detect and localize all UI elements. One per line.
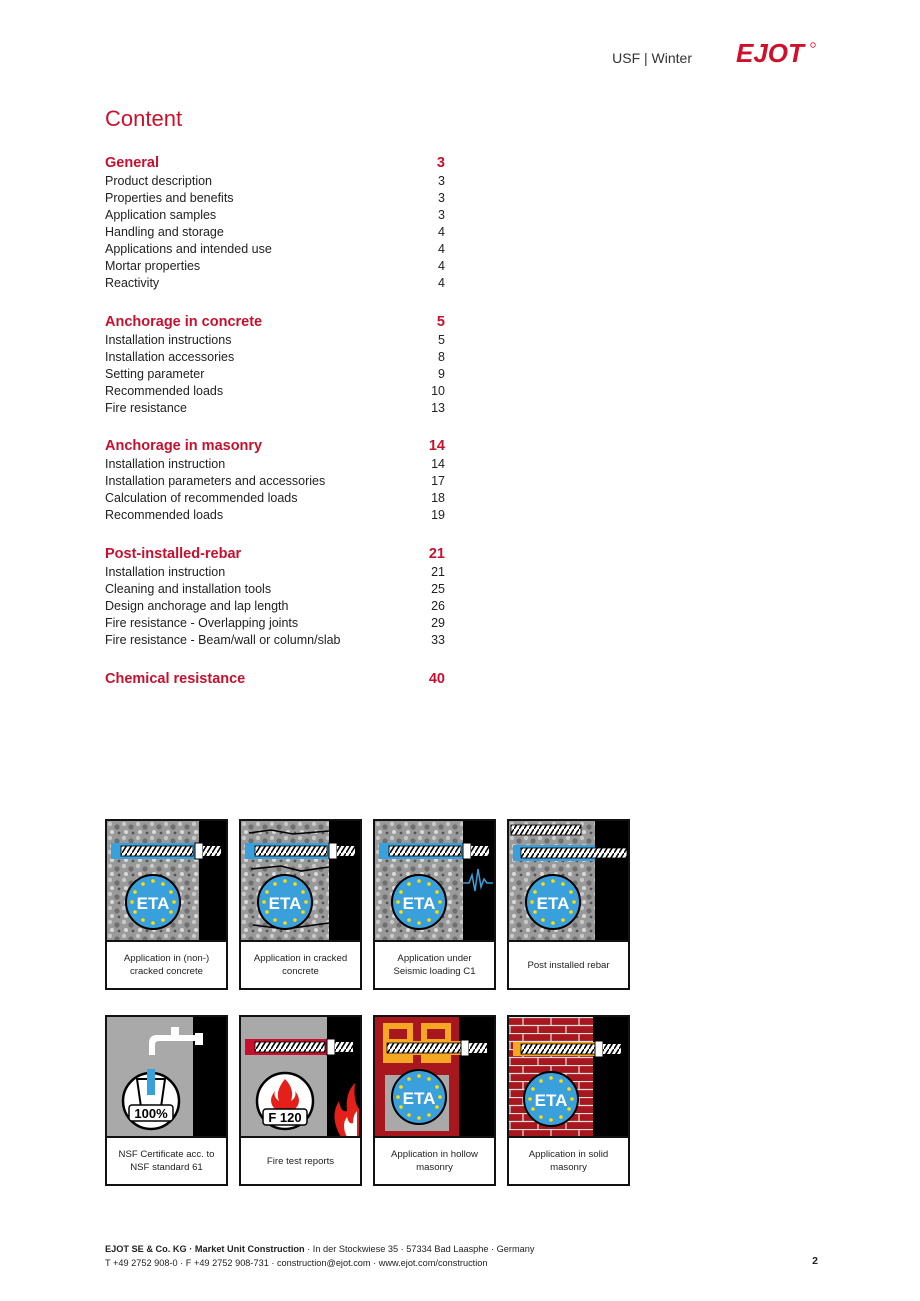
ejot-logo bbox=[736, 40, 816, 66]
toc-entry-label: Installation instructions bbox=[105, 333, 232, 347]
page-number: 2 bbox=[812, 1255, 818, 1267]
toc-section-general bbox=[105, 154, 445, 292]
toc-entry-label: Properties and benefits bbox=[105, 191, 234, 205]
toc-entry-page: 18 bbox=[431, 491, 445, 505]
toc-heading-title: Anchorage in concrete bbox=[105, 314, 263, 330]
icon-tile-rebar bbox=[507, 819, 630, 990]
toc-entry-label: Recommended loads bbox=[105, 384, 224, 398]
icon-tile-hollow-masonry bbox=[373, 1015, 496, 1186]
toc-section-heading[interactable] bbox=[105, 313, 445, 332]
svg-text:F 120: F 120 bbox=[268, 1110, 302, 1125]
toc-entry[interactable] bbox=[105, 275, 445, 292]
toc-entry-page: 33 bbox=[431, 633, 445, 647]
footer-unit: Market Unit Construction bbox=[194, 1244, 305, 1254]
svg-text:ETA: ETA bbox=[136, 894, 170, 913]
post-installed-rebar-icon bbox=[509, 821, 628, 941]
toc-heading-page: 3 bbox=[436, 155, 445, 171]
toc-heading-title: Chemical resistance bbox=[105, 671, 246, 687]
table-of-contents bbox=[105, 154, 445, 710]
footer-address: In der Stockwiese 35 · 57334 Bad Laasphe · Germany bbox=[312, 1244, 535, 1254]
toc-entry-label: Installation accessories bbox=[105, 350, 235, 364]
toc-entry-page: 4 bbox=[438, 225, 445, 239]
toc-entry-label: Cleaning and installation tools bbox=[105, 582, 272, 596]
toc-entry-page: 17 bbox=[431, 474, 445, 488]
toc-entry[interactable] bbox=[105, 400, 445, 417]
toc-entry-label: Product description bbox=[105, 174, 213, 188]
svg-text:ETA: ETA bbox=[402, 1089, 436, 1108]
toc-heading-title: Anchorage in masonry bbox=[105, 438, 263, 454]
toc-section-heading[interactable] bbox=[105, 670, 445, 689]
toc-entry-label: Application samples bbox=[105, 208, 217, 222]
toc-entry-label: Mortar properties bbox=[105, 259, 201, 273]
toc-heading-title: General bbox=[105, 155, 159, 171]
icon-caption: Application under Seismic loading C1 bbox=[375, 940, 494, 988]
toc-entry[interactable] bbox=[105, 507, 445, 524]
toc-heading-page: 40 bbox=[428, 671, 445, 687]
svg-text:100%: 100% bbox=[134, 1106, 168, 1121]
icon-tile-cracked-concrete bbox=[239, 819, 362, 990]
toc-entry-label: Recommended loads bbox=[105, 508, 224, 522]
toc-entry-page: 9 bbox=[438, 367, 445, 381]
toc-section-heading[interactable] bbox=[105, 437, 445, 456]
toc-entry-page: 10 bbox=[431, 384, 445, 398]
toc-entry[interactable] bbox=[105, 383, 445, 400]
toc-entry-label: Design anchorage and lap length bbox=[105, 599, 289, 613]
icon-caption: Application in cracked concrete bbox=[241, 940, 360, 988]
toc-section-concrete bbox=[105, 313, 445, 417]
toc-entry[interactable] bbox=[105, 173, 445, 190]
toc-section-heading[interactable] bbox=[105, 545, 445, 564]
toc-section-rebar bbox=[105, 545, 445, 649]
toc-entry-page: 3 bbox=[438, 191, 445, 205]
toc-entry-page: 4 bbox=[438, 259, 445, 273]
page-title: Content bbox=[105, 106, 183, 131]
icon-caption: Fire test reports bbox=[241, 1136, 360, 1184]
toc-entry[interactable] bbox=[105, 490, 445, 507]
icon-caption: Application in hollow masonry bbox=[375, 1136, 494, 1184]
toc-entry[interactable] bbox=[105, 258, 445, 275]
toc-entry-page: 4 bbox=[438, 242, 445, 256]
toc-entry[interactable] bbox=[105, 564, 445, 581]
toc-entry-page: 4 bbox=[438, 276, 445, 290]
toc-entry-label: Installation instruction bbox=[105, 565, 226, 579]
toc-heading-title: Post-installed-rebar bbox=[105, 546, 242, 562]
toc-heading-page: 14 bbox=[428, 438, 445, 454]
toc-entry[interactable] bbox=[105, 207, 445, 224]
toc-entry-page: 3 bbox=[438, 174, 445, 188]
toc-entry[interactable] bbox=[105, 581, 445, 598]
seismic-loading-icon bbox=[375, 821, 494, 941]
toc-entry-page: 29 bbox=[431, 616, 445, 630]
toc-section-chemical bbox=[105, 670, 445, 689]
footer-line-1: EJOT SE & Co. KG · Market Unit Construction · In der Stockwiese 35 · 57334 Bad Laasphe · Germany bbox=[105, 1244, 535, 1254]
svg-text:ETA: ETA bbox=[536, 894, 570, 913]
solid-masonry-icon bbox=[509, 1017, 628, 1137]
toc-entry-label: Setting parameter bbox=[105, 367, 205, 381]
toc-entry-page: 8 bbox=[438, 350, 445, 364]
toc-entry-label: Installation parameters and accessories bbox=[105, 474, 326, 488]
toc-entry-page: 5 bbox=[438, 333, 445, 347]
toc-entry[interactable] bbox=[105, 349, 445, 366]
toc-entry[interactable] bbox=[105, 456, 445, 473]
fire-resistance-icon bbox=[241, 1017, 360, 1137]
toc-entry[interactable] bbox=[105, 473, 445, 490]
header-title: USF | Winter bbox=[612, 50, 692, 66]
footer bbox=[105, 1242, 534, 1270]
toc-entry[interactable] bbox=[105, 241, 445, 258]
toc-entry[interactable] bbox=[105, 190, 445, 207]
svg-text:ETA: ETA bbox=[268, 894, 302, 913]
footer-company: EJOT SE & Co. KG bbox=[105, 1244, 187, 1254]
toc-entry-label: Fire resistance bbox=[105, 401, 187, 415]
cracked-concrete-icon bbox=[241, 821, 360, 941]
toc-entry-label: Installation instruction bbox=[105, 457, 226, 471]
toc-entry-label: Handling and storage bbox=[105, 225, 224, 239]
toc-entry-page: 19 bbox=[431, 508, 445, 522]
icon-tile-noncracked-concrete bbox=[105, 819, 228, 990]
toc-entry-label: Fire resistance - Beam/wall or column/slab bbox=[105, 633, 341, 647]
toc-entry[interactable] bbox=[105, 366, 445, 383]
icon-tile-nsf bbox=[105, 1015, 228, 1186]
toc-entry-label: Calculation of recommended loads bbox=[105, 491, 298, 505]
icon-tile-fire bbox=[239, 1015, 362, 1186]
noncracked-concrete-icon bbox=[107, 821, 226, 941]
svg-text:ETA: ETA bbox=[534, 1091, 568, 1110]
toc-heading-page: 5 bbox=[436, 314, 445, 330]
toc-entry-page: 26 bbox=[431, 599, 445, 613]
svg-text:ETA: ETA bbox=[402, 894, 436, 913]
icon-caption: NSF Certificate acc. to NSF standard 61 bbox=[107, 1136, 226, 1184]
icon-caption: Application in (non-) cracked concrete bbox=[107, 940, 226, 988]
toc-section-masonry bbox=[105, 437, 445, 524]
icon-tile-seismic bbox=[373, 819, 496, 990]
toc-entry-label: Applications and intended use bbox=[105, 242, 272, 256]
toc-entry[interactable] bbox=[105, 615, 445, 632]
icon-tile-solid-masonry bbox=[507, 1015, 630, 1186]
toc-entry-label: Fire resistance - Overlapping joints bbox=[105, 616, 299, 630]
toc-entry-page: 25 bbox=[431, 582, 445, 596]
footer-contact: T +49 2752 908-0 · F +49 2752 908-731 · construction@ejot.com · www.ejot.com/construction bbox=[105, 1258, 488, 1268]
toc-entry-page: 3 bbox=[438, 208, 445, 222]
toc-entry[interactable] bbox=[105, 598, 445, 615]
toc-entry[interactable] bbox=[105, 632, 445, 649]
toc-entry-page: 21 bbox=[431, 565, 445, 579]
toc-entry-label: Reactivity bbox=[105, 276, 160, 290]
toc-heading-page: 21 bbox=[428, 546, 445, 562]
icon-caption: Application in solid masonry bbox=[509, 1136, 628, 1184]
drinking-water-icon bbox=[107, 1017, 226, 1137]
logo-text: EJOT bbox=[736, 40, 804, 66]
toc-entry-page: 13 bbox=[431, 401, 445, 415]
icon-caption: Post installed rebar bbox=[509, 940, 628, 988]
toc-entry[interactable] bbox=[105, 224, 445, 241]
hollow-masonry-icon bbox=[375, 1017, 494, 1137]
toc-section-heading[interactable] bbox=[105, 154, 445, 173]
toc-entry[interactable] bbox=[105, 332, 445, 349]
toc-entry-page: 14 bbox=[431, 457, 445, 471]
